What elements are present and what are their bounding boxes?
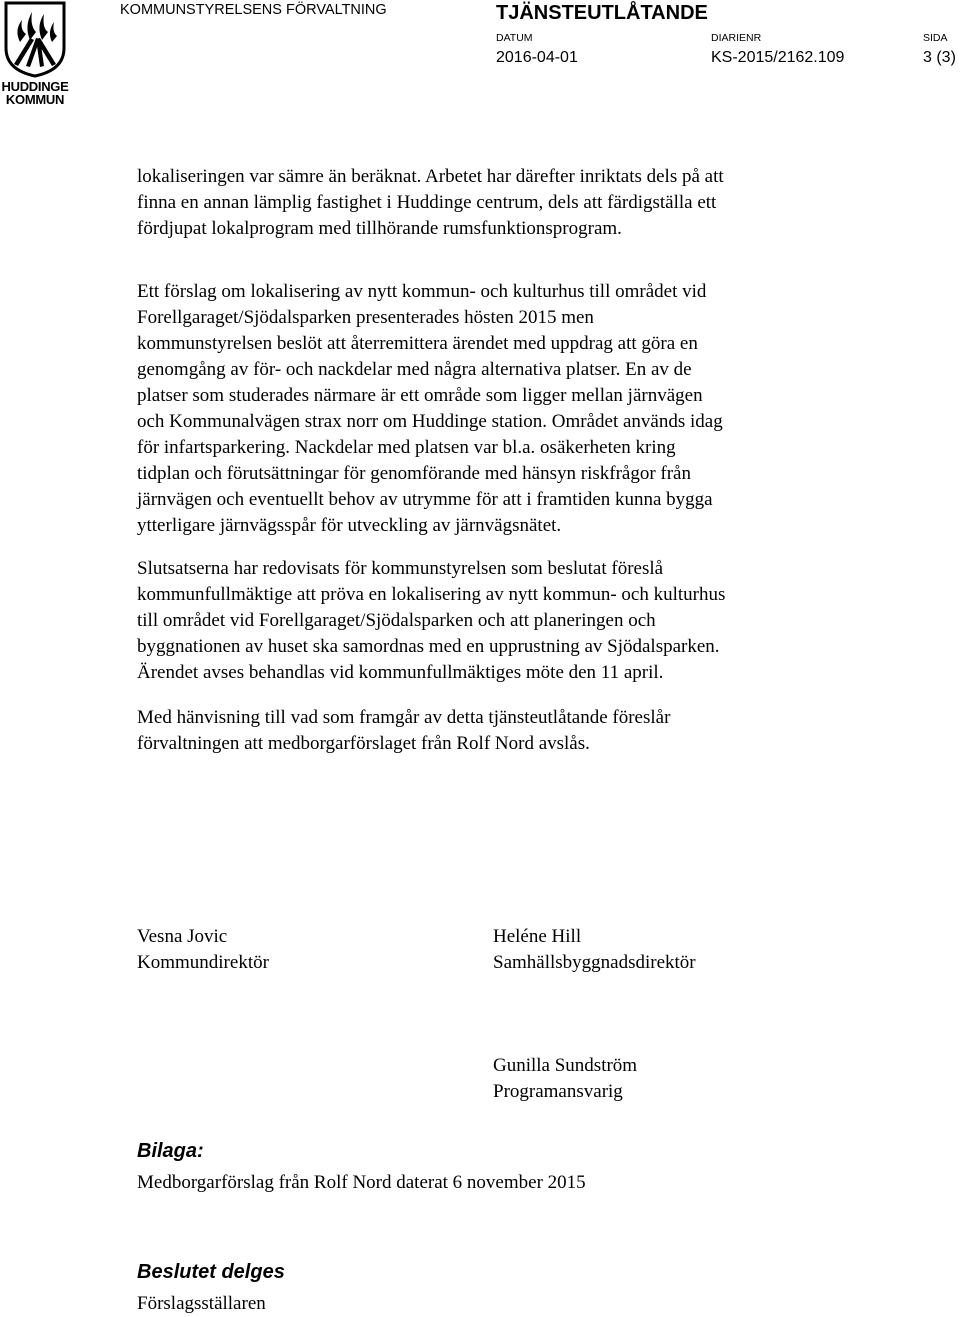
signature-title: Kommundirektör xyxy=(137,952,269,973)
signature-name: Vesna Jovic xyxy=(137,926,228,947)
signature-block xyxy=(137,924,269,976)
page-label: SIDA xyxy=(923,32,948,44)
signature-title: Programansvarig xyxy=(493,1081,623,1102)
logo-text-line2: KOMMUN xyxy=(5,92,65,107)
organization-name: KOMMUNSTYRELSENS FÖRVALTNING xyxy=(120,2,387,18)
distribution-text: Förslagsställaren xyxy=(137,1293,266,1314)
date-label: DATUM xyxy=(496,32,533,44)
paragraph-1: lokaliseringen var sämre än beräknat. Arbetet har därefter inriktats dels på att finna en annan lämplig fastighet i Huddinge centrum, dels att färdigställa ett fördjupat lokalprogram med tillhörande rumsfunktionsprogram. xyxy=(137,166,724,239)
paragraph-2: Ett förslag om lokalisering av nytt kommun- och kulturhus till området vid Forellgaraget/Sjödalsparken presenterades hösten 2015 men kommunstyrelsen beslöt att återremittera ärendet med uppdrag att göra en genomgång av för- och nackdelar med några alternativa platser. En av de platser som studerades närmare är ett område som ligger mellan järnvägen och Kommunalvägen strax norr om Huddinge station. Området används idag för infartsparkering. Nackdelar med platsen var bl.a. osäkerheten kring tidplan och förutsättningar för genomförande med hänsyn riskfrågor från järnvägen och eventuellt behov av utrymme för att i framtiden kunna bygga ytterligare järnvägsspår för utveckling av järnvägsnätet. xyxy=(137,281,723,536)
attachment-heading: Bilaga: xyxy=(137,1140,204,1162)
diary-number-label: DIARIENR xyxy=(711,32,762,44)
signature-block xyxy=(493,924,696,976)
signature-name: Gunilla Sundström xyxy=(493,1055,638,1076)
paragraph-4: Med hänvisning till vad som framgår av detta tjänsteutlåtande föreslår förvaltningen att medborgarförslaget från Rolf Nord avslås. xyxy=(137,707,671,754)
coat-of-arms-icon xyxy=(0,0,70,78)
date-value: 2016-04-01 xyxy=(496,49,578,66)
signature-title: Samhällsbyggnadsdirektör xyxy=(493,952,696,973)
distribution-heading: Beslutet delges xyxy=(137,1261,285,1283)
document-type: TJÄNSTEUTLÅTANDE xyxy=(496,2,708,24)
attachment-text: Medborgarförslag från Rolf Nord daterat 6 november 2015 xyxy=(137,1172,586,1193)
huddinge-kommun-logo xyxy=(0,0,70,106)
page-number-value: 3 (3) xyxy=(923,49,956,66)
signature-name: Heléne Hill xyxy=(493,926,582,947)
paragraph-3: Slutsatserna har redovisats för kommunstyrelsen som beslutat föreslå kommunfullmäktige att pröva en lokalisering av nytt kommun- och kulturhus till området vid Forellgaraget/Sjödalsparken och att planeringen och byggnationen av huset ska samordnas med en upprustning av Sjödalsparken. Ärendet avses behandlas vid kommunfullmäktiges möte den 11 april. xyxy=(137,558,726,683)
logo-text-line1: HUDDINGE xyxy=(1,79,69,94)
diary-number-value: KS-2015/2162.109 xyxy=(711,49,845,66)
signature-block xyxy=(493,1053,637,1105)
